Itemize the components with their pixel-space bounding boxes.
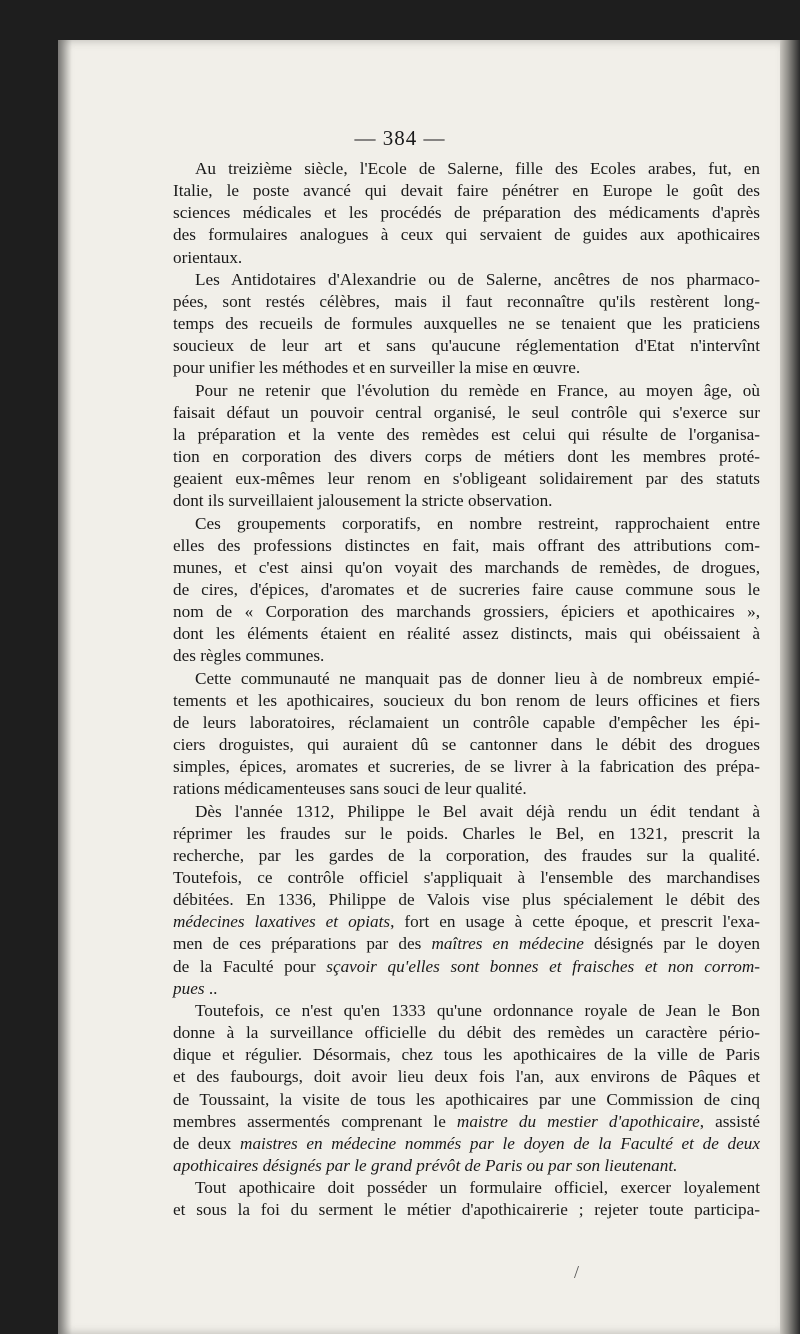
page-number: — 384 — xyxy=(354,126,446,150)
body-text xyxy=(173,158,760,1222)
text-line: Cette communauté ne manquait pas de donner lieu à de nombreux empié- xyxy=(195,668,760,688)
text-line: orientaux. xyxy=(173,247,243,267)
text-line: recherche, par les gardes de la corporation, des fraudes sur la qualité. xyxy=(173,845,760,865)
page-edge xyxy=(780,40,800,1334)
text-line: et des faubourgs, doit avoir lieu deux fois l'an, aux environs de Pâques et xyxy=(173,1067,760,1087)
text-line: Italie, le poste avancé qui devait faire pénétrer en Europe le goût des xyxy=(173,181,760,201)
text-line: réprimer les fraudes sur le poids. Charles le Bel, en 1321, prescrit la xyxy=(173,823,760,843)
text-line: de Toussaint, la visite de tous les apothicaires par une Commission de cinq xyxy=(173,1089,760,1109)
text-line: faisait défaut un pouvoir central organisé, le seul contrôle qui s'exerce sur xyxy=(173,402,760,422)
text-line: de cires, d'épices, d'aromates et de sucreries faire cause commune sous le xyxy=(173,579,760,599)
text-line: sciences médicales et les procédés de préparation des médicaments d'après xyxy=(173,203,760,223)
text-line: Au treizième siècle, l'Ecole de Salerne, fille des Ecoles arabes, fut, en xyxy=(195,159,760,178)
text-line: rations médicamenteuses sans souci de leur qualité. xyxy=(173,779,527,799)
text-line: membres assermentés comprenant le maistre du mestier d'apothicaire, assisté xyxy=(173,1111,760,1131)
text-line: men de ces préparations par des maîtres en médecine désignés par le doyen xyxy=(173,934,760,954)
text-line: dique et régulier. Désormais, chez tous les apothicaires de la ville de Paris xyxy=(173,1045,760,1065)
text-line: de leurs laboratoires, réclamaient un contrôle capable d'empêcher les épi- xyxy=(173,712,760,732)
text-line: tements et les apothicaires, soucieux du bon renom de leurs officines et fiers xyxy=(173,690,760,710)
text-line: des formulaires analogues à ceux qui servaient de guides aux apothicaires xyxy=(173,225,760,245)
text-line: nom de « Corporation des marchands grossiers, épiciers et apothicaires », xyxy=(173,602,760,622)
text-line: soucieux de leur art et sans qu'aucune réglementation d'Etat n'intervînt xyxy=(173,336,760,356)
text-line: elles des professions distinctes en fait, mais offrant des attributions com- xyxy=(173,535,760,555)
stray-mark: / xyxy=(574,1262,580,1282)
text-line: temps des recueils de formules auxquelles ne se tenaient que les praticiens xyxy=(173,314,760,334)
text-line: donne à la surveillance officielle du débit des remèdes un caractère pério- xyxy=(173,1023,760,1043)
text-line: des règles communes. xyxy=(173,646,325,666)
text-line: geaient eux-mêmes leur renom en s'obligeant solidairement par des statuts xyxy=(173,469,760,489)
text-line: dont ils surveillaient jalousement la stricte observation. xyxy=(173,491,553,511)
text-line: Ces groupements corporatifs, en nombre restreint, rapprochaient entre xyxy=(195,513,760,533)
text-line: ciers droguistes, qui auraient dû se cantonner dans le débit des drogues xyxy=(173,735,760,755)
text-line: Toutefois, ce contrôle officiel s'appliquait à l'ensemble des marchandises xyxy=(173,868,760,887)
text-line: de la Faculté pour sçavoir qu'elles sont bonnes et fraisches et non corrom- xyxy=(173,956,760,976)
text-line: Les Antidotaires d'Alexandrie ou de Salerne, ancêtres de nos pharmaco- xyxy=(195,269,760,289)
page-spine-shadow xyxy=(58,40,72,1334)
text-line: et sous la foi du serment le métier d'apothicairerie ; rejeter toute participa- xyxy=(173,1200,760,1220)
text-line: la préparation et la vente des remèdes est celui qui résulte de l'organisa- xyxy=(173,424,760,444)
text-line: médecines laxatives et opiats, fort en usage à cette époque, et prescrit l'exa- xyxy=(173,912,760,932)
text-line: apothicaires désignés par le grand prévôt de Paris ou par son lieutenant. xyxy=(173,1156,678,1176)
text-line: pées, sont restés célèbres, mais il faut reconnaître qu'ils restèrent long- xyxy=(173,291,760,311)
text-line: dont les éléments étaient en réalité assez distincts, mais qui obéissaient à xyxy=(173,624,760,644)
text-line: débitées. En 1336, Philippe de Valois vise plus spécialement le débit des xyxy=(173,890,760,910)
text-line: Dès l'année 1312, Philippe le Bel avait déjà rendu un édit tendant à xyxy=(195,801,760,821)
text-line: pues .. xyxy=(173,978,218,998)
text-line: de deux maistres en médecine nommés par le doyen de la Faculté et de deux xyxy=(173,1133,761,1153)
text-line: Pour ne retenir que l'évolution du remède en France, au moyen âge, où xyxy=(195,380,760,400)
text-line: pour unifier les méthodes et en surveiller la mise en œuvre. xyxy=(173,358,581,378)
text-line: tion en corporation des divers corps de métiers dont les membres proté- xyxy=(173,447,760,467)
text-line: Toutefois, ce n'est qu'en 1333 qu'une ordonnance royale de Jean le Bon xyxy=(195,1000,760,1020)
text-line: simples, épices, aromates et sucreries, de se livrer à la fabrication des prépa- xyxy=(173,757,760,777)
text-line: Tout apothicaire doit posséder un formulaire officiel, exercer loyalement xyxy=(195,1178,760,1198)
text-line: munes, et c'est ainsi qu'on voyait des marchands de remèdes, de drogues, xyxy=(173,557,760,577)
